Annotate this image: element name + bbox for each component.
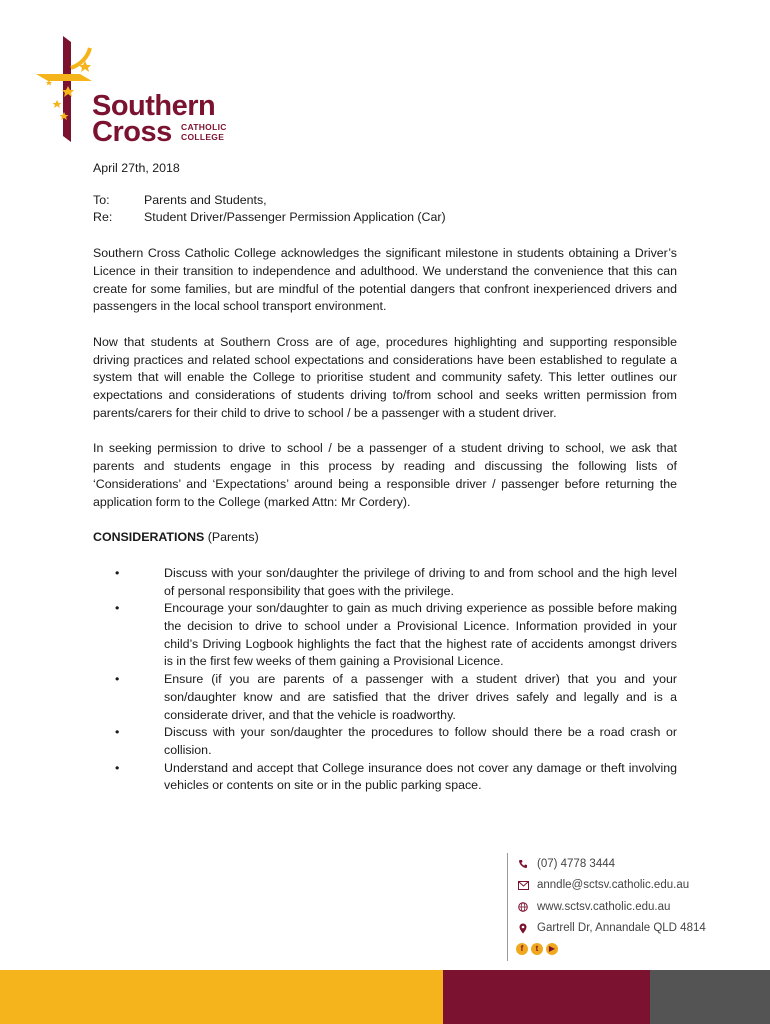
phone-icon — [516, 859, 530, 869]
letter-date: April 27th, 2018 — [93, 161, 180, 175]
address-text: Gartrell Dr, Annandale QLD 4814 — [537, 922, 706, 935]
list-item-text: Discuss with your son/daughter the procedures to follow should there be a road crash or collision. — [164, 725, 677, 757]
contact-email[interactable] — [516, 875, 756, 897]
footer-band-grey — [650, 970, 770, 1024]
to-value: Parents and Students, — [144, 192, 267, 207]
bullet: • — [115, 725, 120, 740]
considerations-list — [93, 565, 677, 795]
globe-icon — [516, 902, 530, 912]
footer-band-gold — [0, 970, 443, 1024]
list-item-text: Understand and accept that College insurance does not cover any damage or theft involving vehicles or contents on site or in the public parking space. — [164, 760, 677, 793]
to-line — [93, 192, 677, 210]
mail-icon — [516, 881, 530, 890]
logo-text-southern: Southern — [92, 90, 216, 122]
letter-body — [93, 160, 677, 795]
list-item — [93, 565, 677, 600]
bullet: • — [115, 760, 120, 775]
list-item — [93, 724, 677, 759]
contact-block — [507, 853, 756, 961]
to-label: To: — [93, 192, 110, 207]
list-item — [93, 600, 677, 671]
paragraph-2: Now that students at Southern Cross are of age, procedures highlighting and supporting responsible driving practices and related school expectations and considerations have been established to regulate a system that will enable the College to prioritise student and community safety. This letter outlines our expectations and considerations of students driving to/from school and seeks written permission from parents/carers for their child to drive to school / be a passenger with a student driver. — [93, 334, 677, 420]
location-pin-icon — [516, 923, 530, 934]
website-text: www.sctsv.catholic.edu.au — [537, 900, 671, 913]
list-item — [93, 760, 677, 795]
re-value: Student Driver/Passenger Permission Application (Car) — [144, 210, 446, 225]
list-item — [93, 671, 677, 724]
re-line — [93, 209, 677, 227]
social-links — [516, 943, 756, 955]
email-text: anndle@sctsv.catholic.edu.au — [537, 879, 690, 892]
considerations-heading — [93, 529, 677, 547]
phone-text: (07) 4778 3444 — [537, 857, 616, 870]
list-item-text: Encourage your son/daughter to gain as much driving experience as possible before making the decision to drive to school under a Provisional Licence. Information provided in your child’s Driving Logbook highlights the fact that the highest rate of accidents amongst drivers is in the first few weeks of them gaining a Provisional Licence. — [164, 601, 677, 669]
bullet: • — [115, 601, 120, 616]
paragraph-3: In seeking permission to drive to school / be a passenger of a student driving to school, we ask that parents and students engage in this process by reading and discussing the following lists of ‘Considerations’ and ‘Expectations’ around being a responsible driver / passenger before returning the application form to the College (marked Attn: Mr Cordery). — [93, 441, 677, 509]
facebook-icon[interactable]: f — [516, 943, 528, 955]
considerations-title: CONSIDERATIONS — [93, 530, 205, 545]
list-item-text: Ensure (if you are parents of a passenger with a student driver) that you and your son/daughter know and are satisfied that the driver drives safely and legally and is a considerate driver, and that the vehicle is roadworthy. — [164, 672, 677, 722]
footer-band-maroon — [443, 970, 650, 1024]
footer-color-band — [0, 970, 770, 1024]
bullet: • — [115, 565, 120, 580]
contact-website[interactable] — [516, 896, 756, 918]
logo-text-college: COLLEGE — [181, 132, 225, 142]
list-item-text: Discuss with your son/daughter the privilege of driving to and from school and the high level of personal responsibility that goes with the privilege. — [164, 565, 677, 598]
youtube-icon[interactable]: ▶ — [546, 943, 558, 955]
logo-text-cross: Cross — [92, 116, 172, 148]
considerations-suffix: (Parents) — [204, 530, 259, 545]
paragraph-1: Southern Cross Catholic College acknowledges the significant milestone in students obtaining a Driver’s Licence in their transition to independence and adulthood. We understand the convenience that this can create for some families, but are mindful of the potential dangers that confront inexperienced drivers and passengers in the local school transport environment. — [93, 246, 677, 314]
re-label: Re: — [93, 210, 113, 225]
contact-address — [516, 918, 756, 940]
twitter-icon[interactable]: t — [531, 943, 543, 955]
logo-text-catholic: CATHOLIC — [181, 122, 227, 132]
contact-phone[interactable] — [516, 853, 756, 875]
bullet: • — [115, 672, 120, 687]
